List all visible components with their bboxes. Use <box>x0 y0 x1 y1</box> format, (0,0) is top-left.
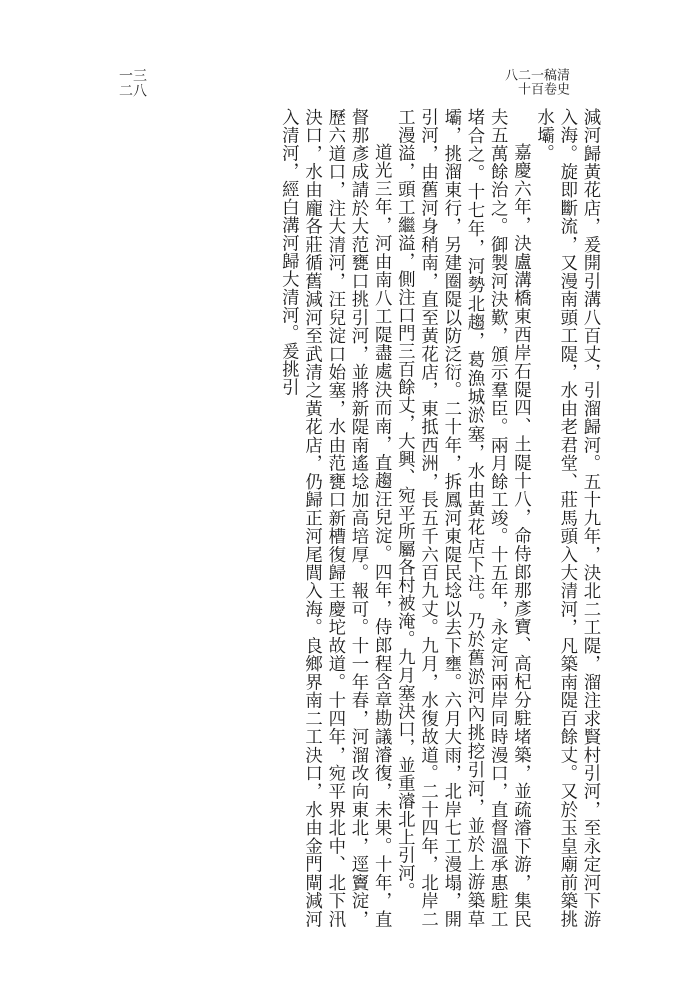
book-title: 清史稿卷一百二十八 <box>502 68 569 96</box>
paragraph-qianlong: 減河歸黃花店，爰開引溝八百丈，引溜歸河。五十九年，決北二工隄，溜注求賢村引河，至永定河下游入海。旋即斷流，又漫南頭工隄，水由老君堂、莊馬頭入大清河，凡築南隄百餘丈。又於玉皇廟前築挑水壩。 <box>533 108 600 928</box>
page-number: 三八一二 <box>117 68 147 98</box>
page-header <box>118 68 568 108</box>
text-body <box>276 108 601 928</box>
paragraph-daoguang: 道光三年，河由南八工隄盡處決而南，直趨汪兒淀。四年，侍郎程含章勘議濬復，未果。十年，直督那彥成請於大范甕口挑引河，並將新隄南遙埝加高培厚。報可。十一年春，河溜改向東北，逕竇淀，歷六道口，注大清河，汪兒淀口始塞，水由范甕口新槽復歸王慶坨故道。十四年，宛平界北中、北下汛決口，水由龐各莊循舊減河至武清之黃花店，仍歸正河尾閭入海。良鄉界南二工決口，水由金門閘減河入清河，經白溝河歸大清河。爰挑引 <box>278 108 392 928</box>
paragraph-jiaqing: 嘉慶六年，決盧溝橋東西岸石隄四、土隄十八，命侍郎那彥寶、高杞分駐堵築，並疏濬下游，集民夫五萬餘治之。御製河決歎，頒示羣臣。兩月餘工竣。十五年，永定河兩岸同時漫口，直督溫承惠駐工堵合之。十七年，河勢北趨，葛漁城淤塞，水由黃花店下注。乃於舊淤河內挑挖引河，並於上游築草壩，挑溜東行，另建圈隄以防泛衍。二十年，拆鳳河東隄民埝以去下壅。六月大雨，北岸七工漫塌，開引河，由舊河身稍南，直至黃花店，東抵西洲，長五千六百九丈。九月，水復故道。二十四年，北岸二工漫溢，頭工繼溢，側注口門三百餘丈，大興、宛平所屬各村被淹。九月塞決口，並重濬北上引河。 <box>394 108 531 928</box>
